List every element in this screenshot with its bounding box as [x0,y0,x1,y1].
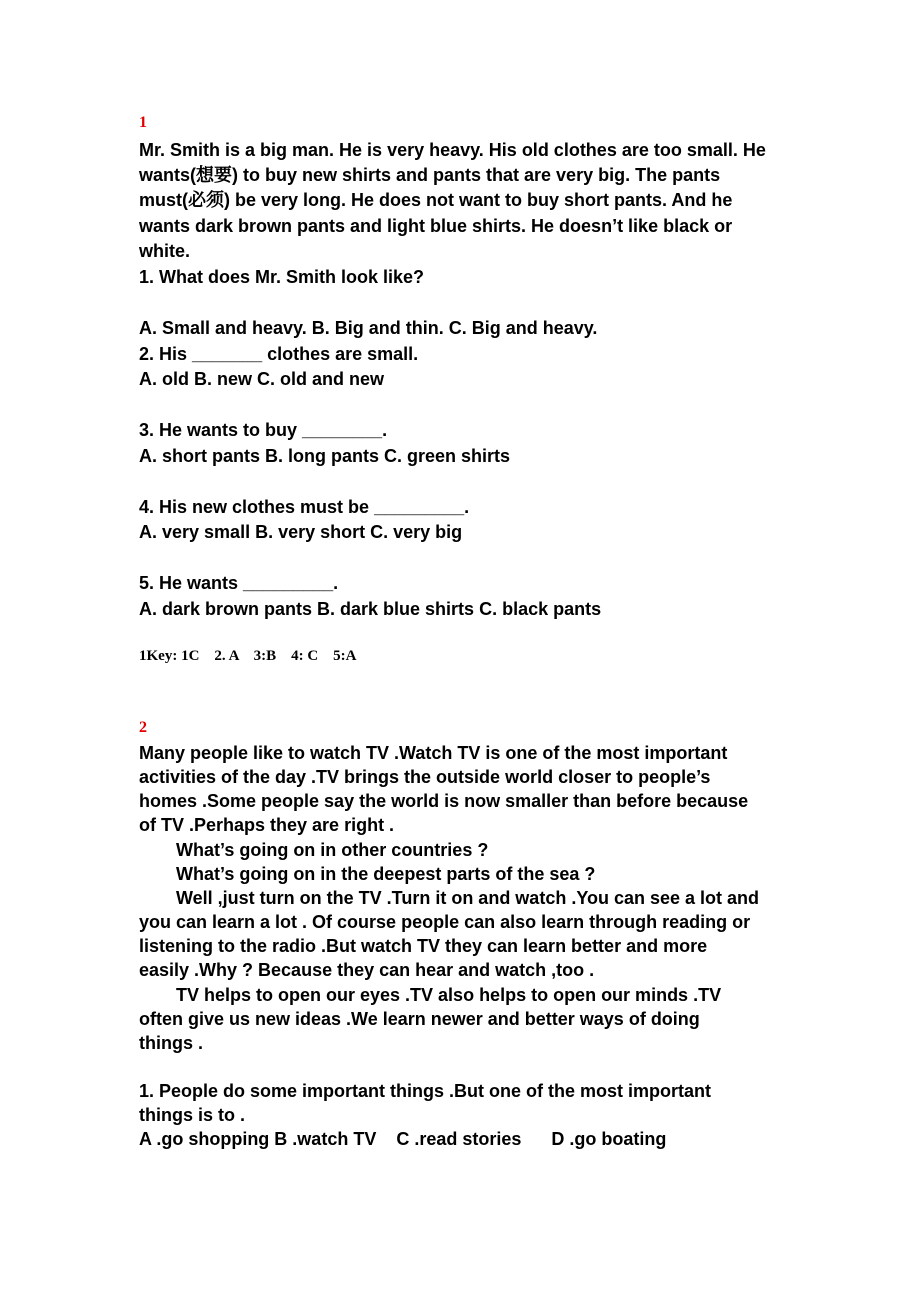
passage-line: TV helps to open our eyes .TV also helps to open our minds .TV [176,985,722,1005]
question-options: A. very small B. very short C. very big [139,522,463,542]
question-options: A .go shopping B .watch TV C .read stories D .go boating [139,1129,667,1149]
passage-line: What’s going on in other countries ? [176,840,489,860]
passage-line: of TV .Perhaps they are right . [139,815,395,835]
question-text: things is to . [139,1105,245,1125]
question-text: 1. What does Mr. Smith look like? [139,267,425,287]
answer-key: 1Key: 1C 2. A 3:B 4: C 5:A [139,648,357,664]
question-options: A. Small and heavy. B. Big and thin. C. Big and heavy. [139,318,598,338]
section-number-2: 2 [139,719,147,736]
section-number-1: 1 [139,114,147,131]
passage-line: homes .Some people say the world is now smaller than before because [139,791,749,811]
passage-line: What’s going on in the deepest parts of the sea ? [176,864,596,884]
passage-line: Well ,just turn on the TV .Turn it on and watch .You can see a lot and [176,888,760,908]
passage-line: wants(想要) to buy new shirts and pants that are very big. The pants [139,165,721,185]
question-text: 5. He wants _________. [139,573,339,593]
question-text: 1. People do some important things .But one of the most important [139,1081,712,1101]
passage-line: white. [139,241,191,261]
passage-line: wants dark brown pants and light blue shirts. He doesn’t like black or [139,216,733,236]
question-options: A. short pants B. long pants C. green shirts [139,446,511,466]
question-options: A. dark brown pants B. dark blue shirts C. black pants [139,599,602,619]
passage-line: Many people like to watch TV .Watch TV is one of the most important [139,743,728,763]
passage-line: things . [139,1033,203,1053]
passage-line: activities of the day .TV brings the outside world closer to people’s [139,767,711,787]
passage-line: must(必须) be very long. He does not want to buy short pants. And he [139,190,733,210]
question-text: 2. His _______ clothes are small. [139,344,419,364]
passage-line: often give us new ideas .We learn newer and better ways of doing [139,1009,700,1029]
passage-line: Mr. Smith is a big man. He is very heavy. His old clothes are too small. He [139,140,766,160]
passage-line: you can learn a lot . Of course people can also learn through reading or [139,912,751,932]
passage-line: easily .Why ? Because they can hear and watch ,too . [139,960,595,980]
question-text: 3. He wants to buy ________. [139,420,388,440]
question-options: A. old B. new C. old and new [139,369,385,389]
passage-line: listening to the radio .But watch TV they can learn better and more [139,936,708,956]
question-text: 4. His new clothes must be _________. [139,497,470,517]
